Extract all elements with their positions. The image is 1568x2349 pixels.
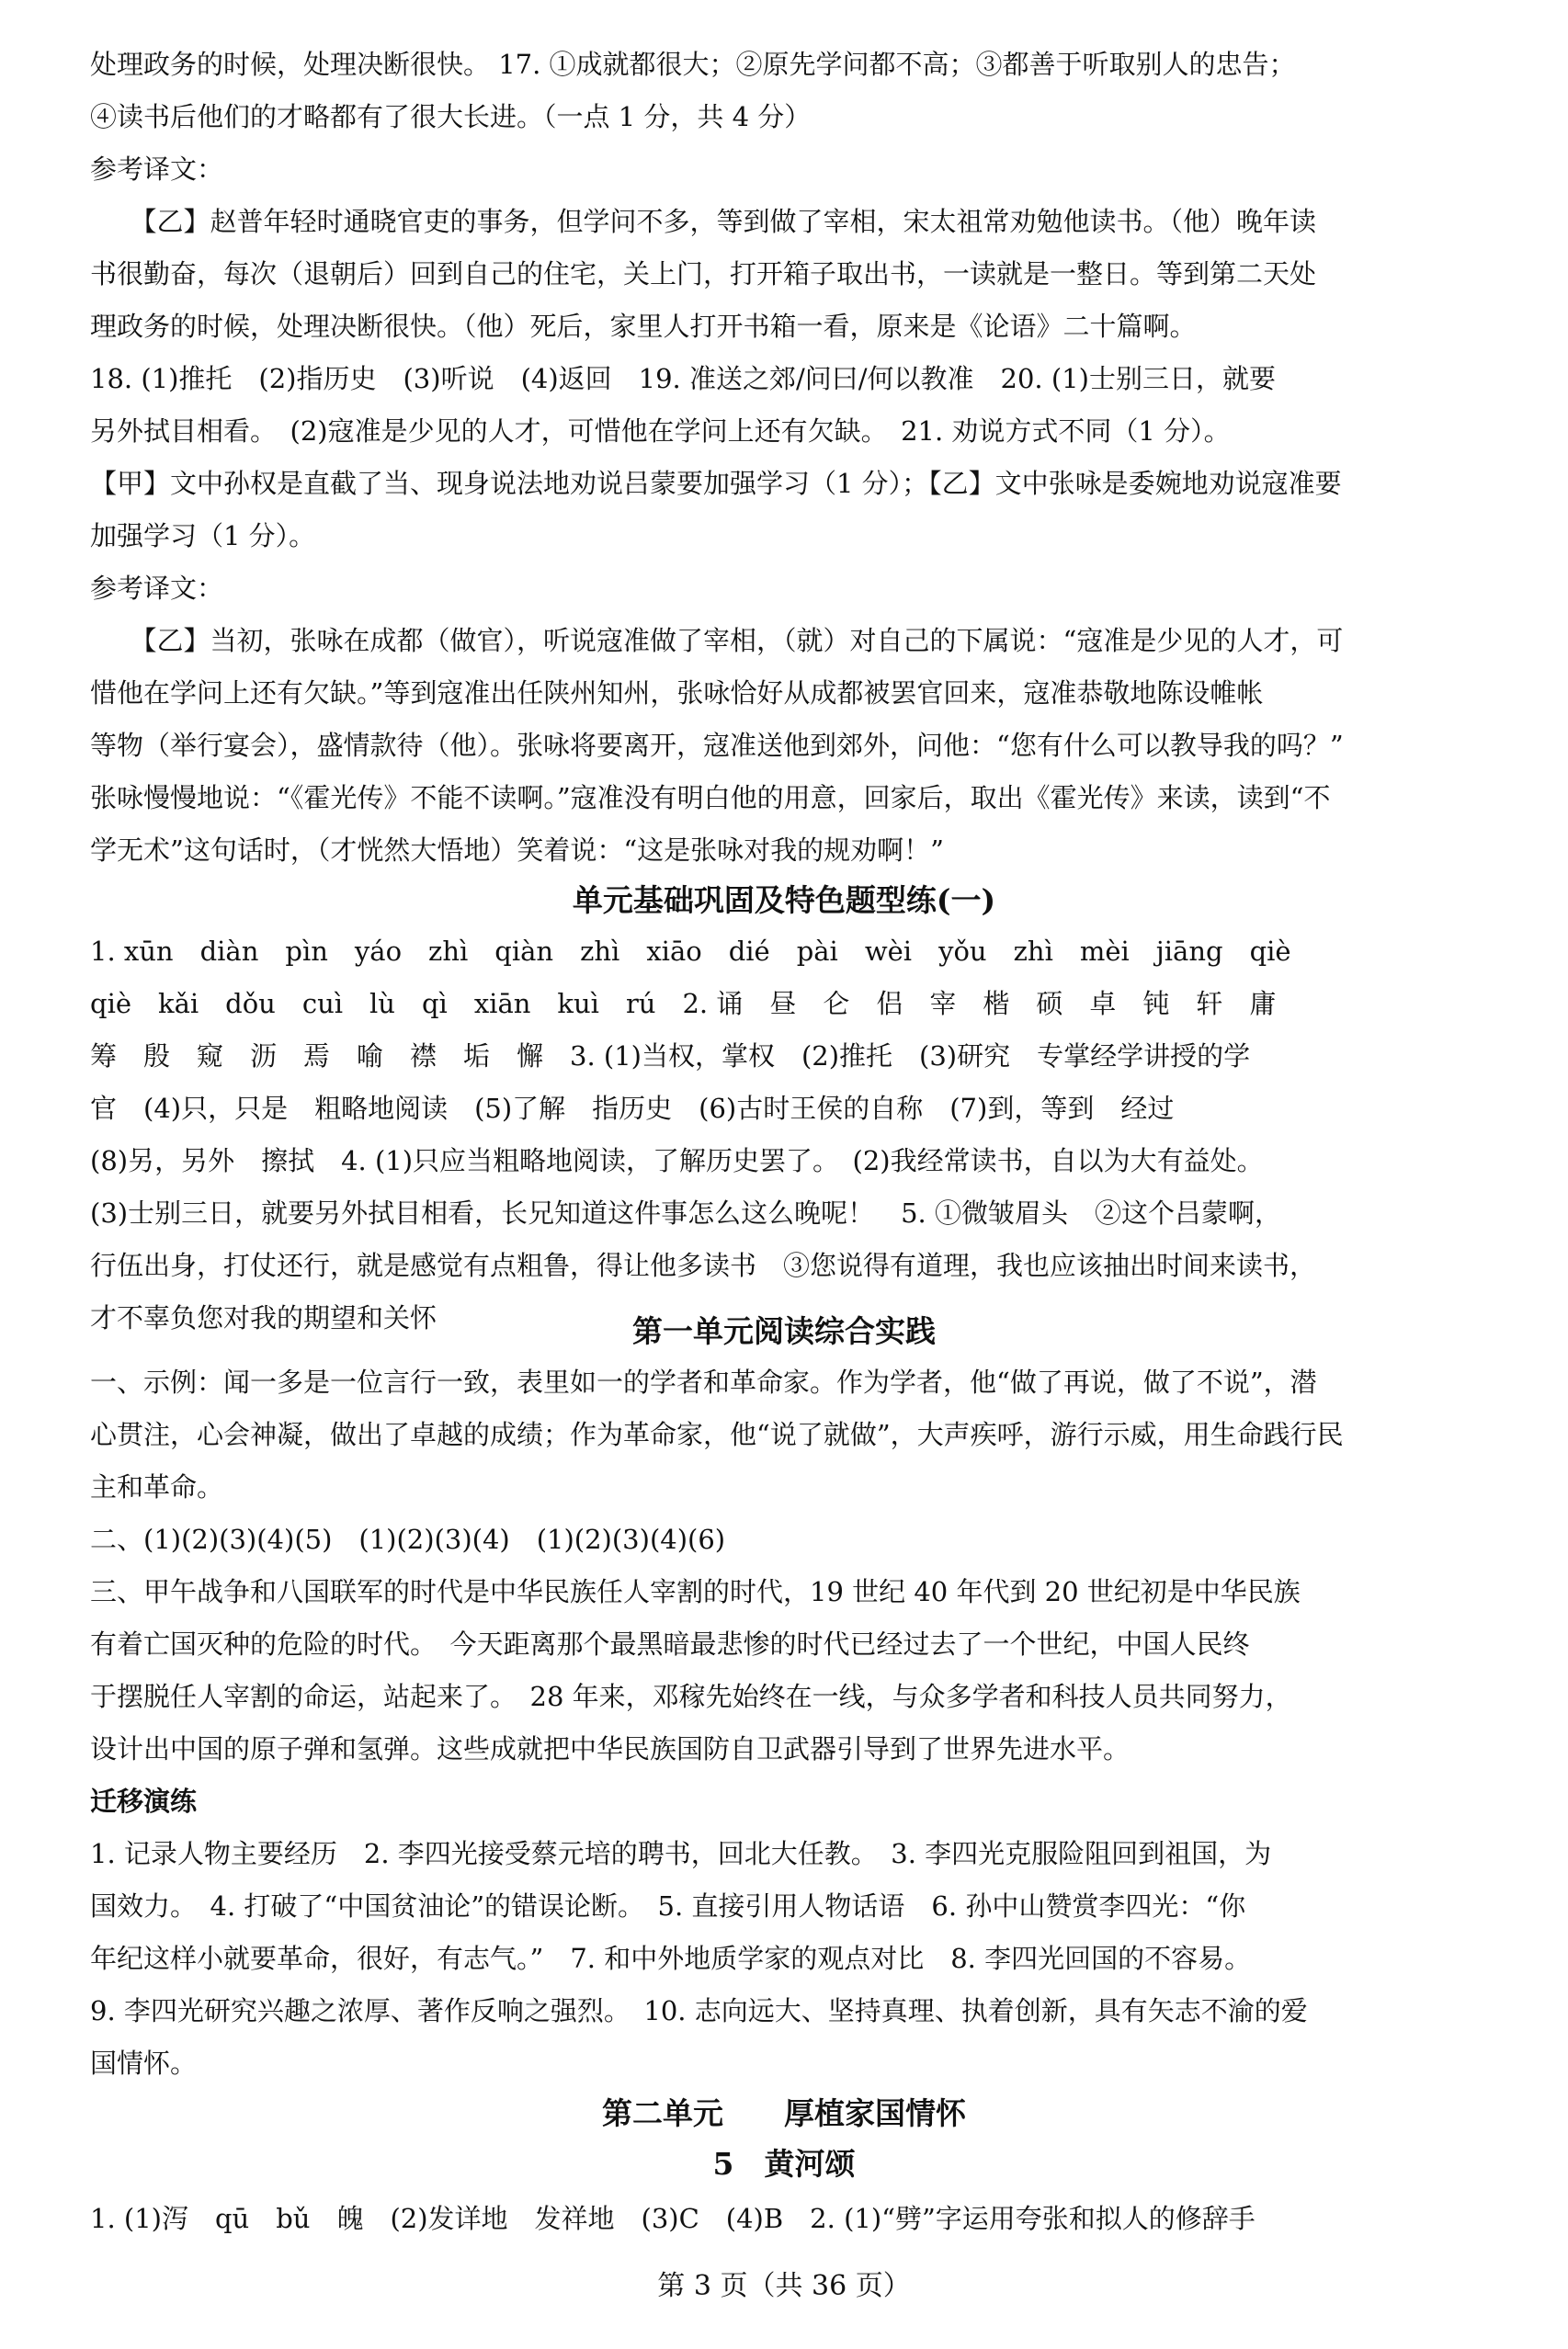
- text-line: 1. (1)泻 qū bǔ 魄 (2)发详地 发祥地 (3)C (4)B 2. (1)“劈”字运用夸张和拟人的修辞手: [90, 2203, 1256, 2234]
- text-line: 主和革命。: [90, 1471, 224, 1503]
- text-line: 二、(1)(2)(3)(4)(5) (1)(2)(3)(4) (1)(2)(3)(4)(6): [90, 1524, 726, 1555]
- text-line: 有着亡国灭种的危险的时代。 今天距离那个最黑暗最悲惨的时代已经过去了一个世纪，中国人民终: [90, 1628, 1250, 1660]
- text-line: 9. 李四光研究兴趣之浓厚、著作反响之强烈。 10. 志向远大、坚持真理、执着创新，具有矢志不渝的爱: [90, 1995, 1308, 2026]
- text-line: 年纪这样小就要革命，很好，有志气。” 7. 和中外地质学家的观点对比 8. 李四光回国的不容易。: [90, 1943, 1252, 1974]
- text-line: 另外拭目相看。 (2)寇准是少见的人才，可惜他在学问上还有欠缺。 21. 劝说方式不同（1 分）。: [90, 415, 1231, 447]
- text-line: 张咏慢慢地说：“《霍光传》不能不读啊。”寇准没有明白他的用意，回家后，取出《霍光传》来读，读到“不: [90, 782, 1331, 813]
- text-line: 行伍出身，打仗还行，就是感觉有点粗鲁，得让他多读书 ③您说得有道理，我也应该抽出时间来读书，: [90, 1250, 1317, 1281]
- text-line: 1. 记录人物主要经历 2. 李四光接受蔡元培的聘书，回北大任教。 3. 李四光克服险阻回到祖国，为: [90, 1838, 1272, 1869]
- lesson-heading: 5 黄河颂: [712, 2146, 856, 2182]
- text-line: 一、示例：闻一多是一位言行一致，表里如一的学者和革命家。作为学者，他“做了再说，做了不说”，潜: [90, 1367, 1317, 1398]
- text-line: 书很勤奋，每次（退朝后）回到自己的住宅，关上门，打开箱子取出书，一读就是一整日。等到第二天处: [90, 258, 1317, 289]
- text-line: 处理政务的时候，处理决断很快。 17. ①成就都很大；②原先学问都不高；③都善于听取别人的忠告；: [90, 49, 1296, 80]
- text-line: 【乙】当初，张咏在成都（做官），听说寇准做了宰相，（就）对自己的下属说：“寇准是少见的人才，可: [90, 625, 1344, 656]
- text-line: 官 (4)只，只是 粗略地阅读 (5)了解 指历史 (6)古时王侯的自称 (7)到，等到 经过: [90, 1093, 1175, 1124]
- text-line: 18. (1)推托 (2)指历史 (3)听说 (4)返回 19. 准送之郊/问曰/何以教准 20. (1)士别三日，就要: [90, 363, 1276, 394]
- text-line: 【甲】文中孙权是直截了当、现身说法地劝说吕蒙要加强学习（1 分）；【乙】文中张咏是委婉地劝说寇准要: [90, 468, 1342, 499]
- text-line: 惜他在学问上还有欠缺。”等到寇准出任陕州知州，张咏恰好从成都被罢官回来，寇准恭敬地陈设帷帐: [90, 677, 1264, 709]
- text-line: 国情怀。: [90, 2048, 198, 2079]
- text-line: qiè kǎi dǒu cuì lù qì xiān kuì rú 2. 诵 昼 仑 侣 宰 楷 硕 卓 钝 轩 庸: [90, 988, 1277, 1019]
- text-line: 【乙】赵普年轻时通晓官吏的事务，但学问不多，等到做了宰相，宋太祖常劝勉他读书。（他）晚年读: [90, 206, 1317, 237]
- reference-translation-label: 参考译文：: [90, 153, 224, 185]
- text-line: 三、甲午战争和八国联军的时代是中华民族任人宰割的时代，19 世纪 40 年代到 20 世纪初是中华民族: [90, 1576, 1301, 1607]
- text-line: ④读书后他们的才略都有了很大长进。（一点 1 分，共 4 分）: [90, 101, 812, 132]
- reference-translation-label: 参考译文：: [90, 573, 224, 604]
- text-line: 于摆脱任人宰割的命运，站起来了。 28 年来，邓稼先始终在一线，与众多学者和科技人员共同努力，: [90, 1681, 1292, 1712]
- text-line: (3)士别三日，就要另外拭目相看，长兄知道这件事怎么这么晚呢！ 5. ①微皱眉头 ②这个吕蒙啊，: [90, 1197, 1281, 1229]
- text-line: 才不辜负您对我的期望和关怀: [90, 1302, 437, 1333]
- text-line: 设计出中国的原子弹和氢弹。这些成就把中华民族国防自卫武器引导到了世界先进水平。: [90, 1733, 1131, 1765]
- text-line: 学无术”这句话时，（才恍然大悟地）笑着说：“这是张咏对我的规劝啊！”: [90, 834, 944, 866]
- subsection-heading: 迁移演练: [90, 1786, 198, 1817]
- text-line: 心贯注，心会神凝，做出了卓越的成绩；作为革命家，他“说了就做”，大声疾呼，游行示威，用生命践行民: [90, 1419, 1344, 1450]
- page-number: 第 3 页（共 36 页）: [657, 2270, 911, 2302]
- section-heading: 单元基础巩固及特色题型练(一): [572, 882, 996, 918]
- text-line: (8)另，另外 擦拭 4. (1)只应当粗略地阅读，了解历史罢了。 (2)我经常读书，自以为大有益处。: [90, 1145, 1264, 1176]
- text-line: 国效力。 4. 打破了“中国贫油论”的错误论断。 5. 直接引用人物话语 6. 孙中山赞赏李四光：“你: [90, 1890, 1246, 1922]
- text-line: 筹 殷 窥 沥 焉 喻 襟 垢 懈 3. (1)当权，掌权 (2)推托 (3)研究 专掌经学讲授的学: [90, 1040, 1251, 1072]
- text-line: 等物（举行宴会），盛情款待（他）。张咏将要离开，寇准送他到郊外，问他：“您有什么可以教导我的吗？”: [90, 730, 1344, 761]
- unit-heading: 第二单元 厚植家国情怀: [602, 2095, 966, 2131]
- text-line: 理政务的时候，处理决断很快。（他）死后，家里人打开书箱一看，原来是《论语》二十篇啊。: [90, 311, 1197, 342]
- text-line: 加强学习（1 分）。: [90, 520, 316, 551]
- text-line: 1. xūn diàn pìn yáo zhì qiàn zhì xiāo dié pài wèi yǒu zhì mèi jiāng qiè: [90, 936, 1291, 967]
- section-heading: 第一单元阅读综合实践: [632, 1313, 936, 1349]
